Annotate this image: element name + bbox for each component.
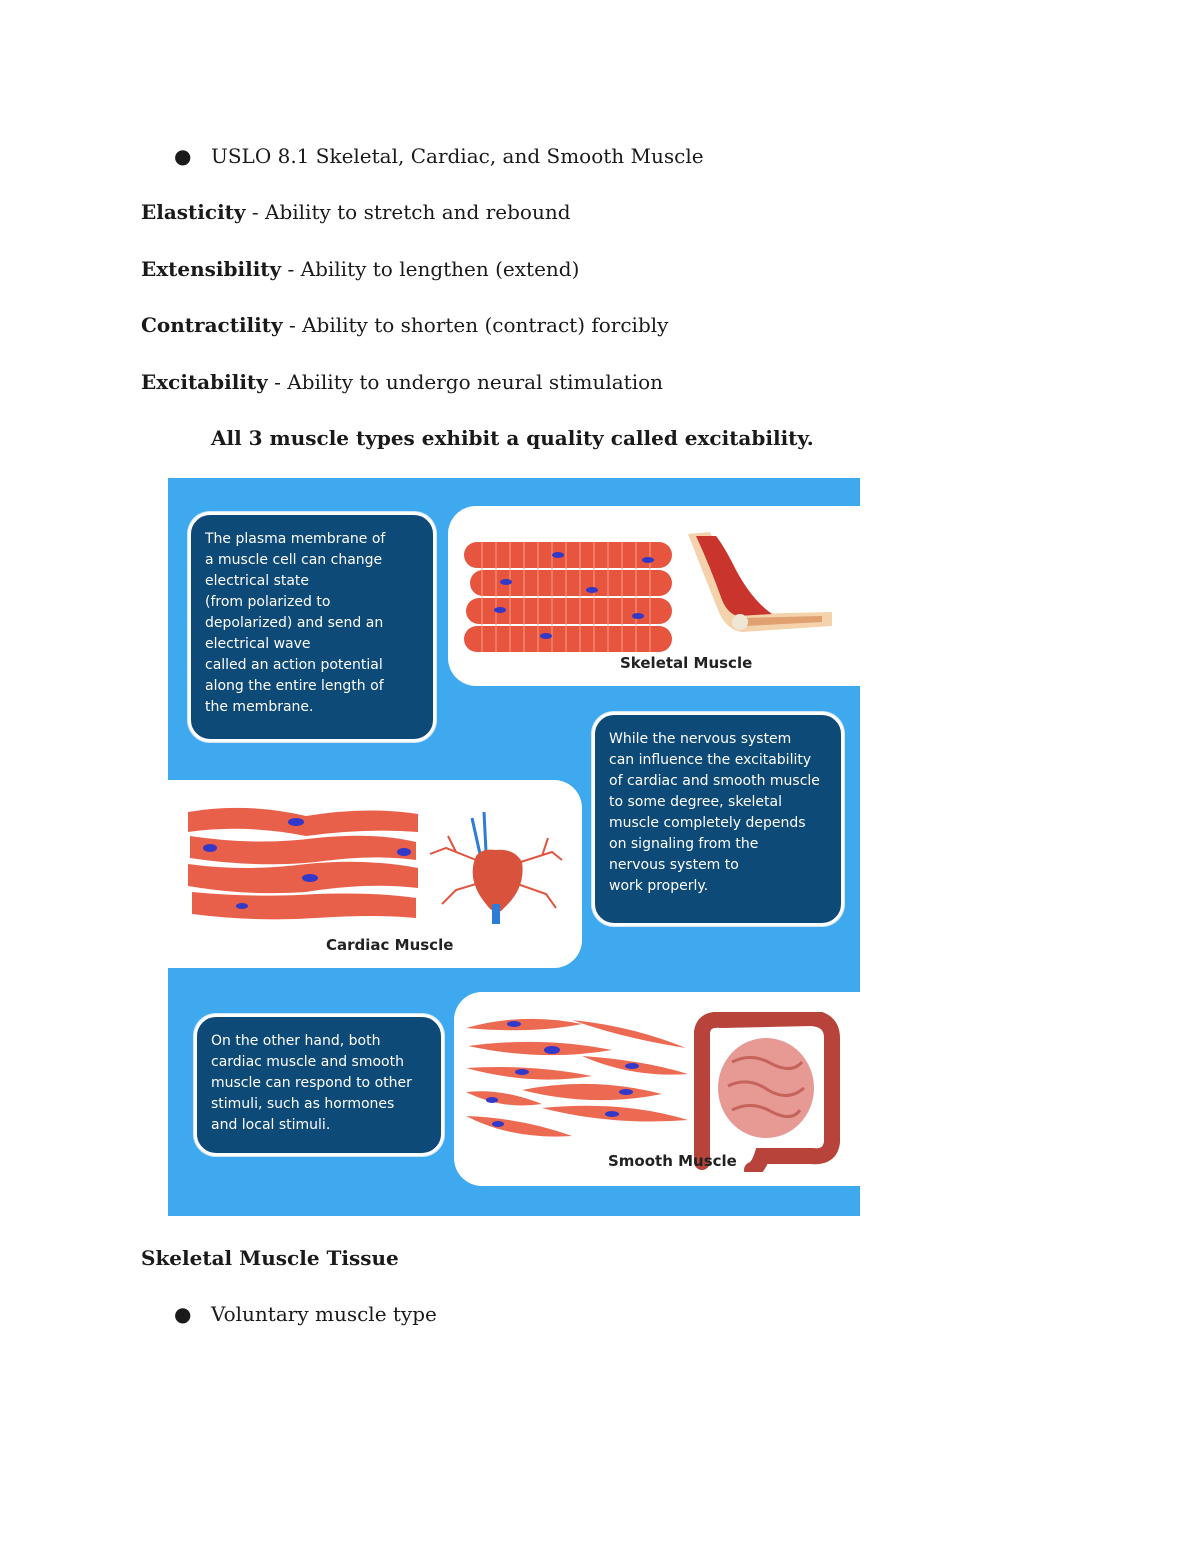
definition-text: - Ability to lengthen (extend) bbox=[281, 257, 580, 281]
definition-extensibility bbox=[141, 256, 579, 282]
box-line: depolarized) and send an bbox=[205, 615, 384, 631]
smooth-caption: Smooth Muscle bbox=[608, 1152, 737, 1170]
box-line: nervous system to bbox=[609, 857, 739, 873]
section-bullet-text: Voluntary muscle type bbox=[211, 1302, 437, 1326]
box-line: work properly. bbox=[609, 878, 709, 894]
cardiac-fibers-illustration bbox=[186, 802, 426, 932]
other-stimuli-box bbox=[194, 1014, 444, 1156]
arm-elbow-illustration bbox=[682, 530, 842, 640]
cardiac-caption: Cardiac Muscle bbox=[326, 936, 454, 954]
smooth-fibers-illustration bbox=[462, 1008, 692, 1148]
definition-text: - Ability to stretch and rebound bbox=[245, 200, 571, 224]
definition-contractility bbox=[141, 312, 668, 338]
smooth-panel bbox=[454, 992, 860, 1186]
definition-elasticity bbox=[141, 199, 571, 225]
box-line: and local stimuli. bbox=[211, 1117, 331, 1133]
definition-term: Extensibility bbox=[141, 257, 282, 281]
box-line: electrical wave bbox=[205, 636, 311, 652]
box-line: called an action potential bbox=[205, 657, 383, 673]
box-line: of cardiac and smooth muscle bbox=[609, 773, 820, 789]
definition-text: - Ability to shorten (contract) forcibly bbox=[282, 313, 669, 337]
skeletal-fibers-illustration bbox=[462, 520, 682, 670]
box-line: a muscle cell can change bbox=[205, 552, 383, 568]
muscle-types-figure bbox=[168, 478, 860, 1216]
skeletal-caption: Skeletal Muscle bbox=[620, 654, 753, 672]
bullet-dot: ● bbox=[174, 1302, 192, 1326]
definition-term: Elasticity bbox=[141, 200, 246, 224]
box-line: muscle completely depends bbox=[609, 815, 806, 831]
box-line: the membrane. bbox=[205, 699, 314, 715]
box-line: The plasma membrane of bbox=[205, 531, 386, 547]
box-line: to some degree, skeletal bbox=[609, 794, 783, 810]
heart-illustration bbox=[426, 808, 566, 928]
nervous-system-box bbox=[592, 712, 844, 926]
box-line: On the other hand, both bbox=[211, 1033, 381, 1049]
box-line: (from polarized to bbox=[205, 594, 331, 610]
cardiac-panel bbox=[168, 780, 582, 968]
definition-term: Excitability bbox=[141, 370, 268, 394]
box-line: cardiac muscle and smooth bbox=[211, 1054, 404, 1070]
definition-text: - Ability to undergo neural stimulation bbox=[267, 370, 664, 394]
box-line: on signaling from the bbox=[609, 836, 759, 852]
intro-bullet-text: USLO 8.1 Skeletal, Cardiac, and Smooth Muscle bbox=[211, 144, 704, 168]
intestine-illustration bbox=[692, 1012, 842, 1172]
box-line: stimuli, such as hormones bbox=[211, 1096, 395, 1112]
definition-term: Contractility bbox=[141, 313, 283, 337]
box-line: muscle can respond to other bbox=[211, 1075, 412, 1091]
box-line: electrical state bbox=[205, 573, 310, 589]
box-line: can influence the excitability bbox=[609, 752, 812, 768]
skeletal-panel bbox=[448, 506, 860, 686]
emphasis-statement: All 3 muscle types exhibit a quality called excitability. bbox=[211, 426, 814, 450]
bullet-dot: ● bbox=[174, 144, 192, 168]
definition-excitability bbox=[141, 369, 663, 395]
section-heading: Skeletal Muscle Tissue bbox=[141, 1246, 399, 1270]
plasma-membrane-box bbox=[188, 512, 436, 742]
box-line: While the nervous system bbox=[609, 731, 792, 747]
box-line: along the entire length of bbox=[205, 678, 384, 694]
